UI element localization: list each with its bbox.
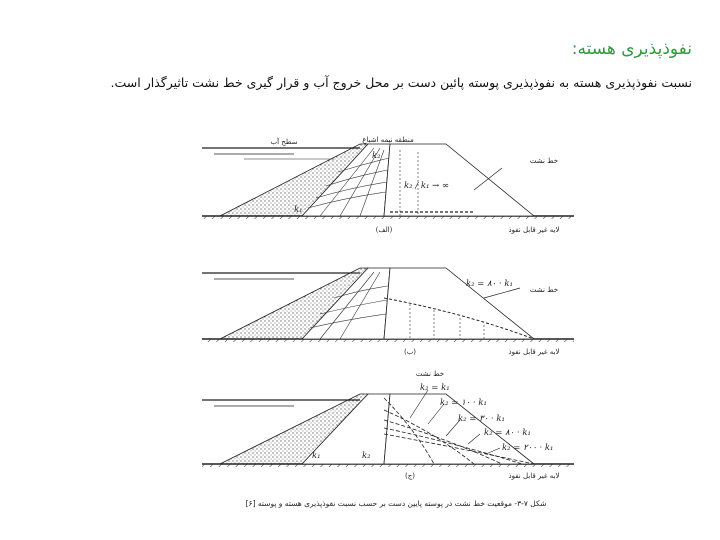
middle-panel-diagram — [202, 268, 574, 342]
bottom-ratio-1: k₂ = k₁ — [420, 383, 450, 393]
bottom-panel-tag: (ج) — [405, 472, 415, 480]
dam-seepage-figure — [184, 128, 608, 530]
figure-caption: شکل ۷-۳- موقعیت خط نشت در پوسته پایین دست بر حسب نسبت نفوذپذیری هسته و پوسته [۶] — [245, 499, 547, 508]
top-seepage-line-label: خط نشت — [529, 157, 559, 165]
bottom-seepage-line-label: خط نشت — [415, 370, 445, 378]
saturation-zone-label: منطقه نیمه اشباع — [362, 136, 414, 144]
slide-paragraph: نسبت نفوذپذیری هسته به نفوذپذیری پوسته پائین دست بر محل خروج آب و قرار گیری خط نشت تاثیرگذار است. — [110, 75, 692, 90]
top-impermeable-label: لایه غیر قابل نفوذ — [508, 226, 560, 234]
top-panel-tag: (الف) — [375, 226, 393, 234]
slide-title: نفوذپذیری هسته: — [571, 39, 692, 59]
middle-ratio-label: k₂ = ۸۰ · k₁ — [466, 279, 513, 289]
middle-seepage-line-label: خط نشت — [529, 286, 559, 294]
water-level-label: سطح آب — [270, 138, 298, 146]
bottom-ratio-4: k₂ = ۸۰ · k₁ — [484, 428, 531, 438]
middle-impermeable-label: لایه غیر قابل نفوذ — [508, 348, 560, 356]
top-k1-label: k₁ — [294, 205, 303, 215]
bottom-ratio-2: k₂ = ۱۰ · k₁ — [440, 398, 487, 408]
top-k2-label: k₂ — [372, 151, 381, 161]
bottom-impermeable-label: لایه غیر قابل نفوذ — [508, 472, 560, 480]
bottom-k1-label: k₁ — [312, 451, 321, 461]
bottom-ratio-5: k₂ = ۲۰۰ · k₁ — [502, 443, 554, 453]
bottom-k2-label: k₂ — [362, 451, 371, 461]
top-ratio-label: k₂ / k₁ → ∞ — [404, 181, 449, 191]
bottom-ratio-3: k₂ = ۳۰ · k₁ — [458, 414, 505, 424]
top-panel-diagram — [202, 144, 574, 219]
middle-panel-tag: (ب) — [403, 348, 417, 356]
